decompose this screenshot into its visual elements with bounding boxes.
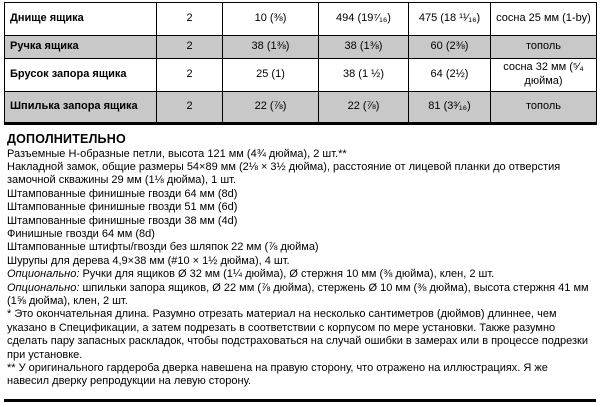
table-row xyxy=(5,3,597,36)
length-cell: 64 (2½) xyxy=(409,59,491,92)
thickness-cell: 10 (⅜) xyxy=(223,3,319,36)
additional-item-text: * Это окончательная длина. Разумно отрезать материал на несколько сантиметров (дюймов) длиннее, чем указано в Спецификации, а затем подрезать в соответствии с корпусом по мере установки. Также разумно сделать пару запасных раскладок, чтобы подстраховаться на случай ошибки в замерах или в процессе подрезки при установке. xyxy=(7,308,588,361)
part-name-cell: Шпилька запора ящика xyxy=(5,91,157,123)
material-cell: сосна 32 мм (⁵⁄₄ дюйма) xyxy=(491,59,597,92)
material-cell: тополь xyxy=(491,36,597,59)
part-name-cell: Брусок запора ящика xyxy=(5,59,157,92)
additional-item-text: Штампованные финишные гвозди 51 мм (6d) xyxy=(7,201,238,214)
length-cell: 60 (2⅜) xyxy=(409,36,491,59)
table-row xyxy=(5,91,597,123)
quantity-cell: 2 xyxy=(157,3,223,36)
width-cell: 38 (1 ½) xyxy=(319,59,409,92)
additional-item xyxy=(7,148,593,161)
additional-item xyxy=(7,201,593,214)
additional-item-text: Штампованные штифты/гвозди без шляпок 22 мм (⅞ дюйма) xyxy=(7,241,319,254)
thickness-cell: 25 (1) xyxy=(223,59,319,92)
additional-item xyxy=(7,188,593,201)
quantity-cell: 2 xyxy=(157,36,223,59)
additional-item footnote-single-asterisk xyxy=(7,308,593,362)
additional-item-text: Шурупы для дерева 4,9×38 мм (#10 × 1½ дюйма), 4 шт. xyxy=(7,254,290,267)
additional-item xyxy=(7,161,593,188)
cutlist-table xyxy=(4,2,597,125)
material-cell: тополь xyxy=(491,91,597,123)
additional-item xyxy=(7,241,593,254)
additional-item footnote-double-asterisk xyxy=(7,362,593,389)
additional-item-text: шпильки запора ящиков, Ø 22 мм (⅞ дюйма), стержень Ø 10 мм (⅜ дюйма), высота стержня 41 мм (1⅝ дюйма), клен, 2 шт. xyxy=(7,281,589,307)
additional-item-text: Штампованные финишные гвозди 64 мм (8d) xyxy=(7,187,238,200)
thickness-cell: 22 (⅞) xyxy=(223,91,319,123)
additional-item-text: ** У оригинального гардероба дверка навешена на правую сторону, что отражено на иллюстрациях. Я же навесил дверку репродукции на левую сторону. xyxy=(7,362,548,388)
table-row xyxy=(5,36,597,59)
additional-item xyxy=(7,215,593,228)
thickness-cell: 38 (1⅜) xyxy=(223,36,319,59)
width-cell: 494 (19⁷⁄₁₆) xyxy=(319,3,409,36)
width-cell: 38 (1⅜) xyxy=(319,36,409,59)
additional-item-text: Накладной замок, общие размеры 54×89 мм (2⅛ × 3½ дюйма), расстояние от лицевой планки до отверстия замочной скважины 29 мм (1⅛ дюйма), 1 шт. xyxy=(7,160,561,187)
quantity-cell: 2 xyxy=(157,91,223,123)
additional-item xyxy=(7,255,593,268)
optional-label: Опционально: xyxy=(7,281,80,294)
table-row xyxy=(5,59,597,92)
additional-item-text: Штампованные финишные гвозди 38 мм (4d) xyxy=(7,214,238,227)
length-cell: 81 (3³⁄₁₆) xyxy=(409,91,491,123)
additional-item xyxy=(7,282,593,309)
material-cell: сосна 25 мм (1-by) xyxy=(491,3,597,36)
length-cell: 475 (18 ¹¹⁄₁₆) xyxy=(409,3,491,36)
additional-item xyxy=(7,268,593,281)
part-name-cell: Ручка ящика xyxy=(5,36,157,59)
additional-item-text: Ручки для ящиков Ø 32 мм (1¼ дюйма), Ø стержня 10 мм (⅜ дюйма), клен, 2 шт. xyxy=(79,268,495,281)
bottom-divider xyxy=(4,399,596,402)
part-name-cell: Днище ящика xyxy=(5,3,157,36)
additional-title: ДОПОЛНИТЕЛЬНО xyxy=(7,131,126,146)
optional-label: Опционально: xyxy=(7,268,80,281)
additional-section xyxy=(4,125,596,389)
quantity-cell: 2 xyxy=(157,59,223,92)
additional-item xyxy=(7,228,593,241)
additional-item-text: Разъемные Н-образные петли, высота 121 мм (4¾ дюйма), 2 шт.** xyxy=(7,147,347,160)
width-cell: 22 (⅞) xyxy=(319,91,409,123)
additional-item-text: Финишные гвозди 64 мм (8d) xyxy=(7,227,155,240)
